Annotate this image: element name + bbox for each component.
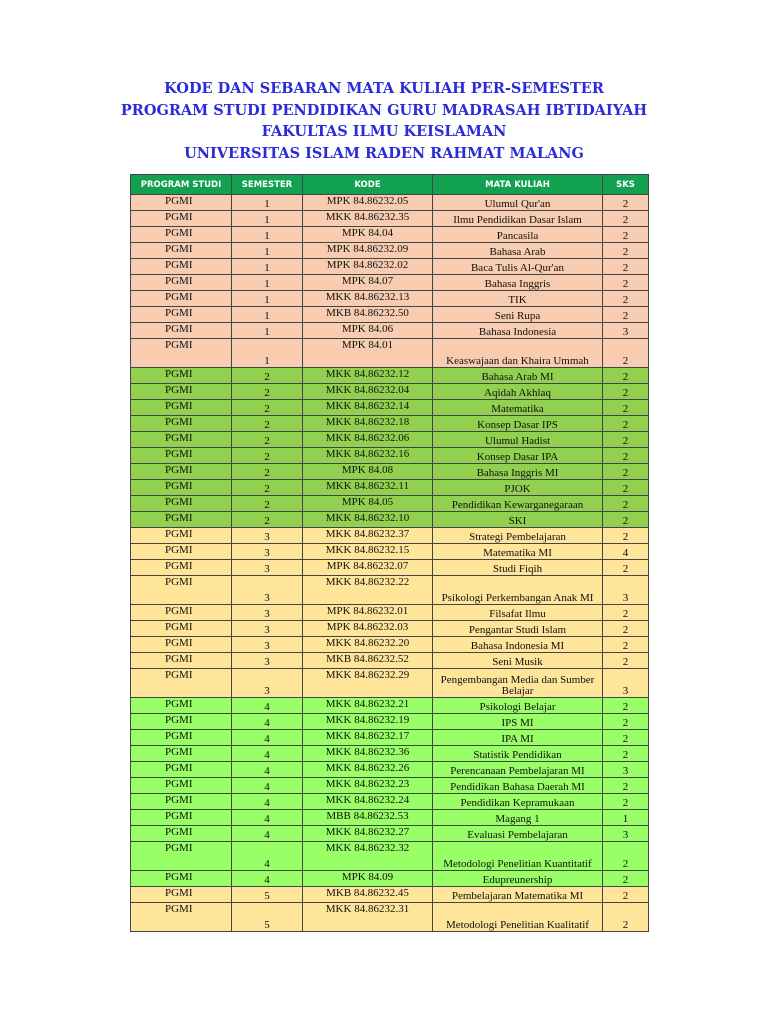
- cell-sks: 2: [603, 698, 649, 714]
- cell-sks: 2: [603, 291, 649, 307]
- cell-sks: 2: [603, 275, 649, 291]
- table-row: [131, 576, 649, 605]
- cell-mata-kuliah: Bahasa Inggris: [433, 275, 603, 291]
- cell-sks: 2: [603, 480, 649, 496]
- cell-sks: 2: [603, 794, 649, 810]
- cell-semester: 4: [232, 794, 303, 810]
- cell-kode: MKB 84.86232.50: [303, 307, 433, 323]
- cell-semester: 3: [232, 560, 303, 576]
- table-row: [131, 653, 649, 669]
- cell-kode: MKK 84.86232.18: [303, 416, 433, 432]
- cell-mata-kuliah: IPS MI: [433, 714, 603, 730]
- cell-sks: 2: [603, 746, 649, 762]
- cell-kode: MPK 84.05: [303, 496, 433, 512]
- cell-semester: 1: [232, 227, 303, 243]
- cell-program-studi: PGMI: [131, 576, 232, 605]
- table-row: [131, 291, 649, 307]
- cell-program-studi: PGMI: [131, 275, 232, 291]
- cell-sks: 2: [603, 560, 649, 576]
- cell-semester: 1: [232, 195, 303, 211]
- cell-program-studi: PGMI: [131, 227, 232, 243]
- table-row: [131, 448, 649, 464]
- cell-sks: 2: [603, 368, 649, 384]
- cell-semester: 3: [232, 621, 303, 637]
- cell-mata-kuliah: TIK: [433, 291, 603, 307]
- table-row: [131, 714, 649, 730]
- cell-program-studi: PGMI: [131, 762, 232, 778]
- cell-sks: 2: [603, 259, 649, 275]
- cell-sks: 2: [603, 637, 649, 653]
- cell-kode: MKK 84.86232.13: [303, 291, 433, 307]
- cell-sks: 2: [603, 621, 649, 637]
- cell-semester: 4: [232, 826, 303, 842]
- cell-sks: 2: [603, 195, 649, 211]
- cell-mata-kuliah: Aqidah Akhlaq: [433, 384, 603, 400]
- cell-mata-kuliah: Bahasa Indonesia MI: [433, 637, 603, 653]
- cell-program-studi: PGMI: [131, 512, 232, 528]
- cell-program-studi: PGMI: [131, 528, 232, 544]
- cell-program-studi: PGMI: [131, 826, 232, 842]
- cell-sks: 2: [603, 512, 649, 528]
- cell-mata-kuliah: Magang 1: [433, 810, 603, 826]
- cell-semester: 1: [232, 243, 303, 259]
- title-line-2: PROGRAM STUDI PENDIDIKAN GURU MADRASAH IBTIDAIYAH: [120, 101, 648, 119]
- course-table: [130, 174, 649, 932]
- table-row: [131, 416, 649, 432]
- table-row: [131, 621, 649, 637]
- cell-program-studi: PGMI: [131, 432, 232, 448]
- table-row: [131, 464, 649, 480]
- cell-kode: MKK 84.86232.16: [303, 448, 433, 464]
- cell-semester: 2: [232, 368, 303, 384]
- title-line-1: KODE DAN SEBARAN MATA KULIAH PER-SEMESTER: [164, 80, 604, 97]
- table-row: [131, 400, 649, 416]
- table-row: [131, 778, 649, 794]
- cell-mata-kuliah: Pancasila: [433, 227, 603, 243]
- cell-sks: 2: [603, 243, 649, 259]
- table-row: [131, 826, 649, 842]
- table-row: [131, 637, 649, 653]
- cell-mata-kuliah: Ulumul Qur'an: [433, 195, 603, 211]
- cell-semester: 1: [232, 307, 303, 323]
- cell-mata-kuliah: Ulumul Hadist: [433, 432, 603, 448]
- cell-kode: MPK 84.08: [303, 464, 433, 480]
- table-row: [131, 259, 649, 275]
- cell-semester: 3: [232, 605, 303, 621]
- cell-sks: 2: [603, 653, 649, 669]
- cell-semester: 4: [232, 730, 303, 746]
- cell-kode: MPK 84.01: [303, 339, 433, 368]
- cell-kode: MPK 84.06: [303, 323, 433, 339]
- cell-semester: 4: [232, 714, 303, 730]
- cell-mata-kuliah: Studi Fiqih: [433, 560, 603, 576]
- cell-semester: 4: [232, 698, 303, 714]
- cell-mata-kuliah: Edupreunership: [433, 871, 603, 887]
- cell-mata-kuliah: Pendidikan Kepramukaan: [433, 794, 603, 810]
- table-row: [131, 227, 649, 243]
- table-row: [131, 195, 649, 211]
- cell-semester: 5: [232, 887, 303, 903]
- cell-sks: 2: [603, 714, 649, 730]
- cell-kode: MKK 84.86232.37: [303, 528, 433, 544]
- cell-semester: 3: [232, 544, 303, 560]
- title-line-3: FAKULTAS ILMU KEISLAMAN: [261, 123, 507, 140]
- cell-sks: 3: [603, 576, 649, 605]
- cell-mata-kuliah: Ilmu Pendidikan Dasar Islam: [433, 211, 603, 227]
- cell-program-studi: PGMI: [131, 480, 232, 496]
- cell-sks: 2: [603, 400, 649, 416]
- table-row: [131, 307, 649, 323]
- cell-program-studi: PGMI: [131, 496, 232, 512]
- table-row: [131, 323, 649, 339]
- table-row: [131, 746, 649, 762]
- cell-program-studi: PGMI: [131, 259, 232, 275]
- cell-mata-kuliah: Konsep Dasar IPS: [433, 416, 603, 432]
- cell-program-studi: PGMI: [131, 637, 232, 653]
- cell-kode: MPK 84.86232.05: [303, 195, 433, 211]
- cell-mata-kuliah: Strategi Pembelajaran: [433, 528, 603, 544]
- cell-mata-kuliah: Seni Musik: [433, 653, 603, 669]
- header-kode: KODE: [303, 175, 433, 195]
- cell-mata-kuliah: Pembelajaran Matematika MI: [433, 887, 603, 903]
- cell-mata-kuliah: Perencanaan Pembelajaran MI: [433, 762, 603, 778]
- cell-program-studi: PGMI: [131, 448, 232, 464]
- cell-kode: MKB 84.86232.45: [303, 887, 433, 903]
- cell-program-studi: PGMI: [131, 195, 232, 211]
- cell-program-studi: PGMI: [131, 746, 232, 762]
- cell-semester: 1: [232, 259, 303, 275]
- cell-mata-kuliah: PJOK: [433, 480, 603, 496]
- cell-kode: MPK 84.86232.09: [303, 243, 433, 259]
- cell-program-studi: PGMI: [131, 794, 232, 810]
- header-semester: SEMESTER: [232, 175, 303, 195]
- cell-program-studi: PGMI: [131, 400, 232, 416]
- table-row: [131, 605, 649, 621]
- cell-semester: 5: [232, 903, 303, 932]
- cell-semester: 1: [232, 275, 303, 291]
- cell-program-studi: PGMI: [131, 810, 232, 826]
- cell-program-studi: PGMI: [131, 291, 232, 307]
- cell-semester: 2: [232, 432, 303, 448]
- cell-program-studi: PGMI: [131, 368, 232, 384]
- cell-kode: MKK 84.86232.36: [303, 746, 433, 762]
- cell-semester: 2: [232, 512, 303, 528]
- cell-mata-kuliah: Baca Tulis Al-Qur'an: [433, 259, 603, 275]
- cell-kode: MPK 84.09: [303, 871, 433, 887]
- cell-kode: MKK 84.86232.29: [303, 669, 433, 698]
- table-row: [131, 887, 649, 903]
- cell-sks: 2: [603, 307, 649, 323]
- table-row: [131, 339, 649, 368]
- table-row: [131, 368, 649, 384]
- cell-kode: MKK 84.86232.04: [303, 384, 433, 400]
- cell-kode: MKK 84.86232.12: [303, 368, 433, 384]
- cell-semester: 2: [232, 400, 303, 416]
- cell-kode: MKK 84.86232.31: [303, 903, 433, 932]
- cell-sks: 3: [603, 826, 649, 842]
- table-row: [131, 810, 649, 826]
- table-row: [131, 560, 649, 576]
- cell-kode: MKK 84.86232.35: [303, 211, 433, 227]
- cell-semester: 2: [232, 464, 303, 480]
- cell-semester: 4: [232, 871, 303, 887]
- cell-kode: MKK 84.86232.06: [303, 432, 433, 448]
- cell-program-studi: PGMI: [131, 778, 232, 794]
- cell-mata-kuliah: Psikologi Belajar: [433, 698, 603, 714]
- cell-program-studi: PGMI: [131, 730, 232, 746]
- table-row: [131, 669, 649, 698]
- cell-semester: 2: [232, 496, 303, 512]
- cell-sks: 3: [603, 669, 649, 698]
- cell-kode: MKB 84.86232.52: [303, 653, 433, 669]
- cell-program-studi: PGMI: [131, 560, 232, 576]
- cell-sks: 2: [603, 730, 649, 746]
- header-mata-kuliah: MATA KULIAH: [433, 175, 603, 195]
- cell-sks: 2: [603, 903, 649, 932]
- cell-semester: 2: [232, 448, 303, 464]
- cell-kode: MKK 84.86232.32: [303, 842, 433, 871]
- cell-program-studi: PGMI: [131, 339, 232, 368]
- cell-program-studi: PGMI: [131, 323, 232, 339]
- cell-kode: MPK 84.86232.03: [303, 621, 433, 637]
- table-row: [131, 544, 649, 560]
- cell-kode: MPK 84.86232.07: [303, 560, 433, 576]
- cell-semester: 3: [232, 653, 303, 669]
- cell-mata-kuliah: Bahasa Arab MI: [433, 368, 603, 384]
- cell-sks: 3: [603, 762, 649, 778]
- cell-kode: MKK 84.86232.20: [303, 637, 433, 653]
- cell-mata-kuliah: Evaluasi Pembelajaran: [433, 826, 603, 842]
- table-row: [131, 243, 649, 259]
- cell-program-studi: PGMI: [131, 698, 232, 714]
- cell-semester: 3: [232, 576, 303, 605]
- document-title-block: [0, 78, 768, 164]
- cell-program-studi: PGMI: [131, 842, 232, 871]
- header-sks: SKS: [603, 175, 649, 195]
- table-row: [131, 903, 649, 932]
- table-row: [131, 480, 649, 496]
- cell-program-studi: PGMI: [131, 307, 232, 323]
- cell-sks: 2: [603, 432, 649, 448]
- cell-program-studi: PGMI: [131, 871, 232, 887]
- cell-semester: 3: [232, 669, 303, 698]
- cell-kode: MPK 84.86232.02: [303, 259, 433, 275]
- cell-kode: MKK 84.86232.15: [303, 544, 433, 560]
- cell-sks: 2: [603, 496, 649, 512]
- cell-program-studi: PGMI: [131, 416, 232, 432]
- table-row: [131, 730, 649, 746]
- cell-program-studi: PGMI: [131, 887, 232, 903]
- cell-mata-kuliah: Matematika MI: [433, 544, 603, 560]
- cell-sks: 2: [603, 605, 649, 621]
- cell-program-studi: PGMI: [131, 621, 232, 637]
- cell-sks: 2: [603, 416, 649, 432]
- cell-program-studi: PGMI: [131, 384, 232, 400]
- cell-semester: 1: [232, 339, 303, 368]
- cell-mata-kuliah: Metodologi Penelitian Kualitatif: [433, 903, 603, 932]
- cell-mata-kuliah: Pengembangan Media dan Sumber Belajar: [433, 669, 603, 698]
- cell-semester: 4: [232, 762, 303, 778]
- table-row: [131, 762, 649, 778]
- cell-sks: 2: [603, 339, 649, 368]
- cell-program-studi: PGMI: [131, 903, 232, 932]
- cell-semester: 4: [232, 842, 303, 871]
- cell-mata-kuliah: Konsep Dasar IPA: [433, 448, 603, 464]
- cell-sks: 2: [603, 528, 649, 544]
- cell-semester: 4: [232, 746, 303, 762]
- cell-mata-kuliah: SKI: [433, 512, 603, 528]
- cell-semester: 2: [232, 384, 303, 400]
- cell-semester: 2: [232, 480, 303, 496]
- table-header-row: [131, 175, 649, 195]
- table-row: [131, 211, 649, 227]
- cell-kode: MPK 84.86232.01: [303, 605, 433, 621]
- cell-sks: 2: [603, 464, 649, 480]
- cell-kode: MPK 84.04: [303, 227, 433, 243]
- cell-semester: 2: [232, 416, 303, 432]
- cell-kode: MKK 84.86232.23: [303, 778, 433, 794]
- cell-mata-kuliah: Statistik Pendidikan: [433, 746, 603, 762]
- cell-semester: 4: [232, 810, 303, 826]
- cell-kode: MKK 84.86232.24: [303, 794, 433, 810]
- cell-mata-kuliah: Bahasa Inggris MI: [433, 464, 603, 480]
- cell-program-studi: PGMI: [131, 714, 232, 730]
- cell-kode: MKK 84.86232.26: [303, 762, 433, 778]
- table-row: [131, 528, 649, 544]
- cell-program-studi: PGMI: [131, 544, 232, 560]
- cell-program-studi: PGMI: [131, 243, 232, 259]
- cell-mata-kuliah: Matematika: [433, 400, 603, 416]
- cell-kode: MKK 84.86232.27: [303, 826, 433, 842]
- cell-sks: 1: [603, 810, 649, 826]
- table-body: [131, 195, 649, 932]
- cell-mata-kuliah: Seni Rupa: [433, 307, 603, 323]
- table-row: [131, 384, 649, 400]
- cell-sks: 4: [603, 544, 649, 560]
- cell-program-studi: PGMI: [131, 653, 232, 669]
- cell-sks: 3: [603, 323, 649, 339]
- cell-semester: 1: [232, 323, 303, 339]
- cell-sks: 2: [603, 227, 649, 243]
- cell-semester: 3: [232, 637, 303, 653]
- cell-sks: 2: [603, 384, 649, 400]
- cell-mata-kuliah: Metodologi Penelitian Kuantitatif: [433, 842, 603, 871]
- cell-program-studi: PGMI: [131, 669, 232, 698]
- cell-kode: MBB 84.86232.53: [303, 810, 433, 826]
- table-row: [131, 698, 649, 714]
- cell-mata-kuliah: Filsafat Ilmu: [433, 605, 603, 621]
- cell-kode: MKK 84.86232.21: [303, 698, 433, 714]
- cell-kode: MPK 84.07: [303, 275, 433, 291]
- table-row: [131, 275, 649, 291]
- table-row: [131, 871, 649, 887]
- cell-sks: 2: [603, 778, 649, 794]
- cell-sks: 2: [603, 211, 649, 227]
- cell-kode: MKK 84.86232.22: [303, 576, 433, 605]
- cell-mata-kuliah: IPA MI: [433, 730, 603, 746]
- cell-semester: 1: [232, 291, 303, 307]
- table-row: [131, 496, 649, 512]
- cell-kode: MKK 84.86232.17: [303, 730, 433, 746]
- cell-mata-kuliah: Pendidikan Bahasa Daerah MI: [433, 778, 603, 794]
- cell-kode: MKK 84.86232.14: [303, 400, 433, 416]
- cell-mata-kuliah: Pengantar Studi Islam: [433, 621, 603, 637]
- table-row: [131, 842, 649, 871]
- cell-sks: 2: [603, 448, 649, 464]
- cell-kode: MKK 84.86232.10: [303, 512, 433, 528]
- cell-program-studi: PGMI: [131, 464, 232, 480]
- cell-semester: 4: [232, 778, 303, 794]
- table-row: [131, 794, 649, 810]
- cell-semester: 3: [232, 528, 303, 544]
- cell-program-studi: PGMI: [131, 211, 232, 227]
- cell-program-studi: PGMI: [131, 605, 232, 621]
- title-line-4: UNIVERSITAS ISLAM RADEN RAHMAT MALANG: [184, 144, 584, 162]
- table-row: [131, 432, 649, 448]
- table-row: [131, 512, 649, 528]
- cell-mata-kuliah: Pendidikan Kewarganegaraan: [433, 496, 603, 512]
- cell-kode: MKK 84.86232.19: [303, 714, 433, 730]
- cell-sks: 2: [603, 871, 649, 887]
- header-program-studi: PROGRAM STUDI: [131, 175, 232, 195]
- cell-mata-kuliah: Bahasa Arab: [433, 243, 603, 259]
- cell-sks: 2: [603, 842, 649, 871]
- cell-mata-kuliah: Psikologi Perkembangan Anak MI: [433, 576, 603, 605]
- cell-mata-kuliah: Bahasa Indonesia: [433, 323, 603, 339]
- cell-mata-kuliah: Keaswajaan dan Khaira Ummah: [433, 339, 603, 368]
- cell-sks: 2: [603, 887, 649, 903]
- cell-semester: 1: [232, 211, 303, 227]
- cell-kode: MKK 84.86232.11: [303, 480, 433, 496]
